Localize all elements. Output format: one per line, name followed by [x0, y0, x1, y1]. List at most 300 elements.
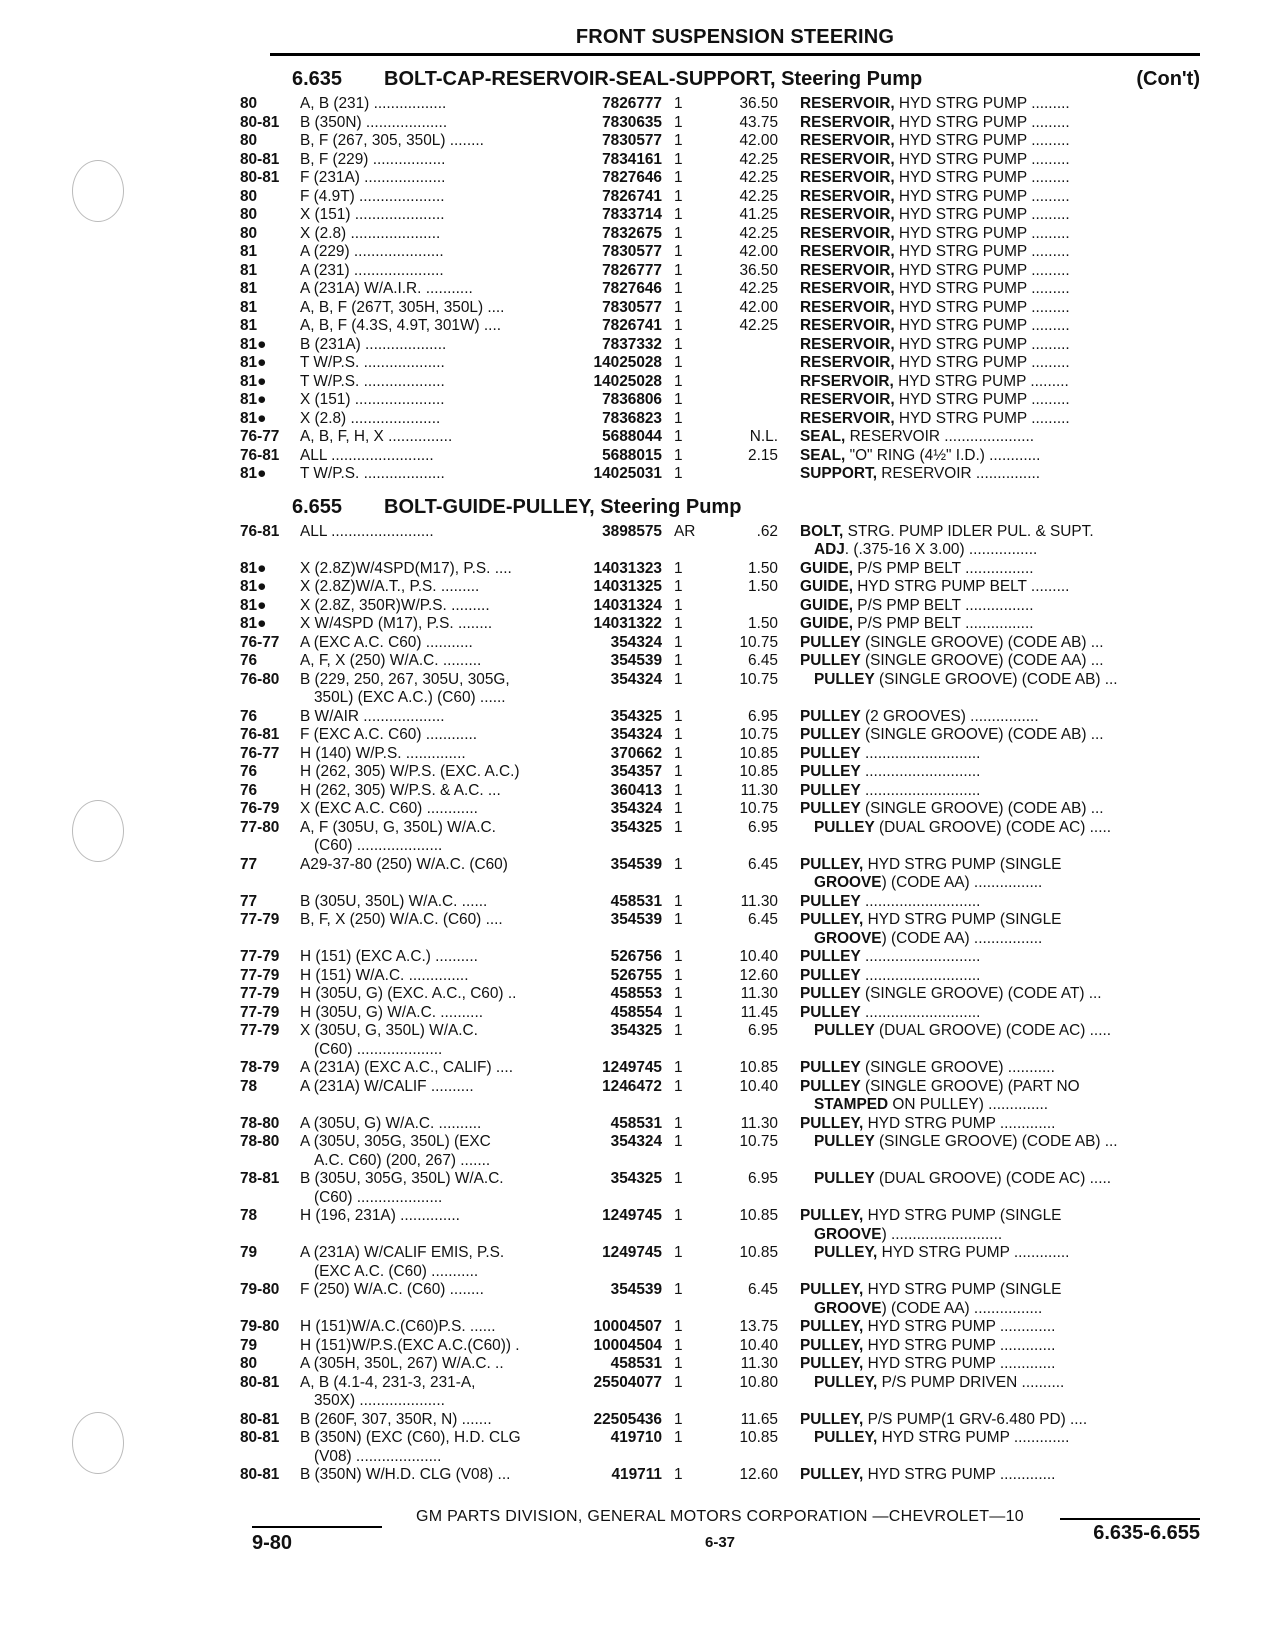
- part-number: 419710: [610, 1429, 662, 1446]
- description-cell: [778, 523, 1200, 560]
- price: 42.25: [739, 169, 778, 186]
- model-year: 80: [240, 224, 258, 242]
- application-line: A, B, F (267T, 305H, 350L) ....: [300, 298, 505, 316]
- table-row: [240, 615, 1200, 634]
- application-cell: [300, 782, 578, 801]
- application-cell: [300, 560, 578, 579]
- price: 42.00: [739, 243, 778, 260]
- description-cell: [778, 893, 1200, 912]
- part-number: 1249745: [602, 1207, 662, 1224]
- description-cell: [778, 1170, 1200, 1207]
- model-year: 77: [240, 855, 258, 873]
- quantity: 1: [674, 169, 683, 186]
- application-line: (C60) ....................: [314, 1188, 443, 1206]
- quantity: 1: [674, 354, 683, 371]
- model-year: 76: [240, 763, 258, 780]
- table-row: [240, 948, 1200, 967]
- application-line: B, F (267, 305, 350L) ........: [300, 132, 484, 149]
- application-line: X (2.8Z)W/4SPD(M17), P.S. ....: [300, 559, 512, 577]
- quantity: 1: [674, 261, 683, 279]
- application-line: A (229) .....................: [300, 243, 444, 260]
- application-line: A (231A) W/CALIF ..........: [300, 1077, 474, 1095]
- part-number: 7827646: [602, 169, 662, 186]
- description-line: RFSERVOIR, HYD STRG PUMP .........: [800, 372, 1069, 390]
- description-line: PULLEY, P/S PUMP(1 GRV-6.480 PD) ....: [800, 1410, 1088, 1428]
- description-line: PULLEY, HYD STRG PUMP (SINGLE: [800, 1207, 1062, 1224]
- model-year: 80: [240, 206, 258, 223]
- quantity: 1: [674, 187, 683, 205]
- quantity: 1: [674, 132, 683, 149]
- description-cell: [778, 1059, 1200, 1078]
- description-cell: [778, 410, 1200, 429]
- model-year: 77-79: [240, 948, 280, 965]
- quantity: 1: [674, 966, 683, 984]
- part-number: 458554: [610, 1003, 662, 1021]
- description-line: PULLEY (SINGLE GROOVE) (CODE AA) ...: [800, 652, 1104, 669]
- table-row: [240, 1374, 1200, 1411]
- application-line: A, F, X (250) W/A.C. .........: [300, 652, 482, 669]
- part-number: 7836806: [602, 391, 662, 408]
- binder-hole-top: [72, 160, 124, 222]
- description-cell: [778, 1078, 1200, 1115]
- application-line: B (350N) ...................: [300, 113, 448, 131]
- table-row: [240, 1170, 1200, 1207]
- application-cell: [300, 763, 578, 782]
- model-year: 76-77: [240, 633, 280, 651]
- application-cell: [300, 1004, 578, 1023]
- application-cell: [300, 708, 578, 727]
- application-line: X (2.8) .....................: [300, 409, 441, 427]
- application-line: A, F (305U, G, 350L) W/A.C.: [300, 818, 496, 836]
- application-cell: [300, 1133, 578, 1170]
- application-cell: [300, 373, 578, 392]
- application-line: F (4.9T) ....................: [300, 187, 445, 205]
- part-number: 360413: [610, 781, 662, 799]
- application-cell: [300, 800, 578, 819]
- model-year: 76: [240, 707, 258, 725]
- application-line: A (231A) W/CALIF EMIS, P.S.: [300, 1244, 505, 1261]
- quantity: AR: [674, 522, 696, 540]
- description-cell: [778, 578, 1200, 597]
- part-number: 354324: [610, 670, 662, 688]
- description-line: RESERVOIR, HYD STRG PUMP .........: [800, 113, 1070, 131]
- quantity: 1: [674, 707, 683, 725]
- description-line: PULLEY ...........................: [800, 1003, 981, 1021]
- price: 10.75: [739, 1133, 778, 1150]
- description-cell: [778, 188, 1200, 207]
- application-cell: [300, 391, 578, 410]
- quantity: 1: [674, 465, 683, 482]
- table-row: [240, 856, 1200, 893]
- price: 11.30: [740, 985, 778, 1002]
- model-year: 81: [240, 317, 258, 334]
- description-cell: [778, 819, 1200, 856]
- description-line: PULLEY (SINGLE GROOVE) (PART NO: [800, 1077, 1080, 1095]
- description-cell: [778, 151, 1200, 170]
- table-row: [240, 1207, 1200, 1244]
- description-line: RESERVOIR, HYD STRG PUMP .........: [800, 354, 1070, 371]
- model-year: 80: [240, 187, 258, 205]
- price: 6.45: [748, 1281, 778, 1298]
- parts-group-6-655: [240, 496, 1200, 1485]
- description-line: PULLEY (SINGLE GROOVE) (CODE AB) ...: [800, 633, 1104, 651]
- description-line: PULLEY, HYD STRG PUMP (SINGLE: [800, 1281, 1062, 1298]
- table-row: [240, 1133, 1200, 1170]
- table-row: [240, 967, 1200, 986]
- description-line: SEAL, RESERVOIR .....................: [800, 428, 1035, 445]
- application-cell: [300, 317, 578, 336]
- description-cell: [778, 95, 1200, 114]
- footer-rule-right: [1060, 1518, 1200, 1520]
- quantity: 1: [674, 428, 683, 445]
- application-line: B W/AIR ...................: [300, 707, 445, 725]
- model-year: 80-81: [240, 113, 280, 131]
- application-cell: [300, 354, 578, 373]
- description-cell: [778, 336, 1200, 355]
- part-number: 22505436: [593, 1410, 662, 1428]
- description-cell: [778, 1281, 1200, 1318]
- description-cell: [778, 280, 1200, 299]
- description-line: GROOVE) ..........................: [814, 1225, 1003, 1243]
- table-row: [240, 132, 1200, 151]
- model-year: 78-80: [240, 1133, 280, 1150]
- application-cell: [300, 745, 578, 764]
- description-cell: [778, 1022, 1200, 1059]
- quantity: 1: [674, 726, 683, 743]
- table-row: [240, 373, 1200, 392]
- application-line: H (151)W/P.S.(EXC A.C.(C60)) .: [300, 1336, 520, 1354]
- part-number: 10004507: [593, 1318, 662, 1335]
- binder-margin: [0, 0, 120, 1646]
- price: 6.45: [748, 855, 778, 873]
- description-line: PULLEY (DUAL GROOVE) (CODE AC) .....: [814, 1022, 1112, 1039]
- table-row: [240, 819, 1200, 856]
- application-cell: [300, 1059, 578, 1078]
- application-line: H (305U, G) (EXC. A.C., C60) ..: [300, 985, 517, 1002]
- quantity: 1: [674, 1003, 683, 1021]
- description-cell: [778, 206, 1200, 225]
- table-row: [240, 299, 1200, 318]
- model-year: 78-80: [240, 1114, 280, 1132]
- quantity: 1: [674, 298, 683, 316]
- model-year: 79-80: [240, 1281, 280, 1298]
- model-year: 81●: [240, 578, 267, 595]
- table-row: [240, 317, 1200, 336]
- description-line: PULLEY (DUAL GROOVE) (CODE AC) .....: [814, 1170, 1112, 1187]
- model-year: 77-79: [240, 911, 280, 928]
- price: 36.50: [739, 95, 778, 112]
- application-line: 350L) (EXC A.C.) (C60) ......: [314, 689, 506, 706]
- part-number: 526755: [610, 966, 662, 984]
- description-cell: [778, 1374, 1200, 1411]
- table-row: [240, 354, 1200, 373]
- model-year: 76-77: [240, 744, 280, 762]
- footer-division-text: GM PARTS DIVISION, GENERAL MOTORS CORPORATION —CHEVROLET—10: [415, 1508, 1025, 1525]
- table-row: [240, 1281, 1200, 1318]
- application-line: X W/4SPD (M17), P.S. ........: [300, 615, 493, 632]
- table-row: [240, 465, 1200, 484]
- description-line: GUIDE, P/S PMP BELT ................: [800, 559, 1034, 577]
- model-year: 80-81: [240, 1466, 280, 1483]
- part-number: 7826777: [602, 95, 662, 112]
- part-number: 10004504: [593, 1336, 662, 1354]
- table-row: [240, 169, 1200, 188]
- price: 42.25: [739, 280, 778, 297]
- quantity: 1: [674, 855, 683, 873]
- price: [714, 410, 778, 429]
- part-number: 7834161: [602, 150, 662, 168]
- model-year: 77-79: [240, 1022, 280, 1039]
- quantity: 1: [674, 1355, 683, 1372]
- part-number: 370662: [610, 744, 662, 762]
- table-row: [240, 151, 1200, 170]
- application-line: ALL ........................: [300, 522, 434, 540]
- application-cell: [300, 280, 578, 299]
- part-number: 458531: [610, 1355, 662, 1372]
- price: 10.85: [739, 1244, 778, 1261]
- description-cell: [778, 634, 1200, 653]
- price: 11.30: [740, 781, 778, 799]
- model-year: 81●: [240, 465, 267, 482]
- description-cell: [778, 745, 1200, 764]
- model-year: 81: [240, 280, 258, 297]
- description-cell: [778, 317, 1200, 336]
- description-cell: [778, 243, 1200, 262]
- price: 6.45: [748, 911, 778, 928]
- quantity: 1: [674, 1373, 683, 1391]
- application-cell: [300, 447, 578, 466]
- price: 2.15: [748, 446, 778, 464]
- part-number: 354539: [610, 1281, 662, 1298]
- price: 10.40: [739, 948, 778, 965]
- description-line: PULLEY, HYD STRG PUMP .............: [800, 1336, 1056, 1354]
- description-line: SUPPORT, RESERVOIR ...............: [800, 465, 1041, 482]
- page-footer: [240, 1508, 1200, 1578]
- quantity: 1: [674, 559, 683, 577]
- application-cell: [300, 95, 578, 114]
- application-line: A (305U, G) W/A.C. ..........: [300, 1114, 482, 1132]
- application-cell: [300, 1411, 578, 1430]
- application-cell: [300, 1355, 578, 1374]
- model-year: 77-79: [240, 1003, 280, 1021]
- application-line: A (231) .....................: [300, 261, 444, 279]
- table-row: [240, 1466, 1200, 1485]
- quantity: 1: [674, 1429, 683, 1446]
- part-number: 354325: [610, 707, 662, 725]
- application-line: B, F (229) .................: [300, 150, 446, 168]
- quantity: 1: [674, 1114, 683, 1132]
- description-line: PULLEY ...........................: [800, 892, 981, 910]
- table-row: [240, 428, 1200, 447]
- quantity: 1: [674, 95, 683, 112]
- table-row: [240, 578, 1200, 597]
- footer-section-range: 6.635-6.655: [1093, 1522, 1200, 1544]
- description-line: STAMPED ON PULLEY) ..............: [814, 1096, 1049, 1113]
- application-line: ALL ........................: [300, 446, 434, 464]
- application-cell: [300, 615, 578, 634]
- description-line: PULLEY (2 GROOVES) ................: [800, 707, 1039, 725]
- part-number: 354324: [610, 1133, 662, 1150]
- price: 11.65: [740, 1410, 778, 1428]
- description-line: RESERVOIR, HYD STRG PUMP .........: [800, 261, 1070, 279]
- price: [714, 354, 778, 373]
- application-cell: [300, 726, 578, 745]
- description-cell: [778, 1318, 1200, 1337]
- price: 42.25: [739, 317, 778, 334]
- model-year: 81●: [240, 372, 267, 390]
- application-cell: [300, 1281, 578, 1318]
- table-row: [240, 95, 1200, 114]
- part-number: 458531: [610, 892, 662, 910]
- model-year: 78-79: [240, 1059, 280, 1076]
- price: 13.75: [739, 1318, 778, 1335]
- application-cell: [300, 856, 578, 893]
- description-cell: [778, 299, 1200, 318]
- description-cell: [778, 1466, 1200, 1485]
- table-row: [240, 634, 1200, 653]
- model-year: 79: [240, 1244, 258, 1261]
- application-line: B (305U, 350L) W/A.C. ......: [300, 892, 488, 910]
- table-row: [240, 782, 1200, 801]
- application-line: (V08) ....................: [314, 1447, 442, 1465]
- description-line: PULLEY ...........................: [800, 948, 981, 965]
- quantity: 1: [674, 224, 683, 242]
- description-line: RESERVOIR, HYD STRG PUMP .........: [800, 280, 1070, 297]
- part-number: 7826741: [602, 187, 662, 205]
- price: 11.45: [740, 1003, 778, 1021]
- application-cell: [300, 967, 578, 986]
- part-number: 1246472: [602, 1077, 662, 1095]
- model-year: 81●: [240, 391, 267, 408]
- part-number: 1249745: [602, 1244, 662, 1261]
- application-line: B (229, 250, 267, 305U, 305G,: [300, 670, 510, 688]
- parts-table: [240, 95, 1200, 484]
- part-number: 354324: [610, 800, 662, 817]
- price: 42.25: [739, 224, 778, 242]
- application-cell: [300, 132, 578, 151]
- application-cell: [300, 114, 578, 133]
- model-year: 76-77: [240, 428, 280, 445]
- model-year: 78: [240, 1207, 258, 1224]
- part-number: 3898575: [602, 522, 662, 540]
- description-cell: [778, 967, 1200, 986]
- description-line: SEAL, "O" RING (4½" I.D.) ............: [800, 446, 1041, 464]
- application-cell: [300, 1466, 578, 1485]
- application-line: X (EXC A.C. C60) ............: [300, 800, 478, 817]
- description-line: RESERVOIR, HYD STRG PUMP .........: [800, 95, 1070, 112]
- application-cell: [300, 1374, 578, 1411]
- part-number: 7833714: [602, 206, 662, 223]
- quantity: 1: [674, 150, 683, 168]
- part-number: 354539: [610, 911, 662, 928]
- table-row: [240, 745, 1200, 764]
- model-year: 81: [240, 261, 258, 279]
- application-cell: [300, 819, 578, 856]
- application-line: B (305U, 305G, 350L) W/A.C.: [300, 1170, 504, 1187]
- part-number: 5688044: [602, 428, 662, 445]
- quantity: 1: [674, 280, 683, 297]
- price: 6.95: [748, 818, 778, 836]
- price: 42.25: [739, 150, 778, 168]
- quantity: 1: [674, 781, 683, 799]
- part-number: 354325: [610, 1170, 662, 1187]
- quantity: 1: [674, 1281, 683, 1298]
- application-line: A.C. C60) (200, 267) .......: [314, 1151, 491, 1169]
- group-number: 6.655: [292, 495, 343, 518]
- description-cell: [778, 1244, 1200, 1281]
- application-line: H (262, 305) W/P.S. (EXC. A.C.): [300, 763, 520, 780]
- application-line: (C60) ....................: [314, 1040, 443, 1058]
- description-cell: [778, 373, 1200, 392]
- application-line: B, F, X (250) W/A.C. (C60) ....: [300, 911, 503, 928]
- price: 10.85: [739, 1059, 778, 1076]
- description-cell: [778, 782, 1200, 801]
- table-row: [240, 1337, 1200, 1356]
- part-number: 419711: [611, 1466, 662, 1483]
- price: 42.25: [739, 187, 778, 205]
- description-line: RESERVOIR, HYD STRG PUMP .........: [800, 169, 1070, 186]
- group-continued-label: (Con't): [1136, 68, 1200, 90]
- part-number: 7830577: [602, 243, 662, 260]
- model-year: 79: [240, 1336, 258, 1354]
- table-row: [240, 447, 1200, 466]
- model-year: 77-79: [240, 966, 280, 984]
- model-year: 76-81: [240, 726, 280, 743]
- application-line: A (305H, 350L, 267) W/A.C. ..: [300, 1355, 504, 1372]
- quantity: 1: [674, 1170, 683, 1187]
- description-cell: [778, 597, 1200, 616]
- price: 10.75: [739, 800, 778, 817]
- parts-table: [240, 523, 1200, 1485]
- quantity: 1: [674, 892, 683, 910]
- footer-page-number: 6-37: [704, 1534, 736, 1551]
- part-number: 14031324: [593, 596, 662, 614]
- description-cell: [778, 708, 1200, 727]
- part-number: 354539: [610, 855, 662, 873]
- price: 10.40: [739, 1336, 778, 1354]
- description-cell: [778, 428, 1200, 447]
- quantity: 1: [674, 744, 683, 762]
- price: 1.50: [748, 615, 778, 632]
- description-line: RESERVOIR, HYD STRG PUMP .........: [800, 150, 1070, 168]
- application-cell: [300, 911, 578, 948]
- application-cell: [300, 523, 578, 560]
- price: 10.75: [739, 670, 778, 688]
- part-number: 7826777: [602, 261, 662, 279]
- quantity: 1: [674, 800, 683, 817]
- application-line: X (305U, G, 350L) W/A.C.: [300, 1022, 478, 1039]
- table-row: [240, 280, 1200, 299]
- application-line: X (2.8) .....................: [300, 224, 441, 242]
- model-year: 81: [240, 243, 258, 260]
- application-line: H (151) W/A.C. ..............: [300, 966, 469, 984]
- price: [714, 391, 778, 410]
- application-cell: [300, 1207, 578, 1244]
- application-cell: [300, 336, 578, 355]
- quantity: 1: [674, 911, 683, 928]
- model-year: 76: [240, 781, 258, 799]
- model-year: 80: [240, 1355, 258, 1372]
- quantity: 1: [674, 1336, 683, 1354]
- model-year: 81●: [240, 335, 267, 353]
- quantity: 1: [674, 1077, 683, 1095]
- description-line: RESERVOIR, HYD STRG PUMP .........: [800, 409, 1070, 427]
- description-cell: [778, 114, 1200, 133]
- group-title: BOLT-CAP-RESERVOIR-SEAL-SUPPORT, Steering Pump: [384, 68, 923, 90]
- part-number: 7826741: [602, 317, 662, 334]
- description-cell: [778, 985, 1200, 1004]
- application-cell: [300, 652, 578, 671]
